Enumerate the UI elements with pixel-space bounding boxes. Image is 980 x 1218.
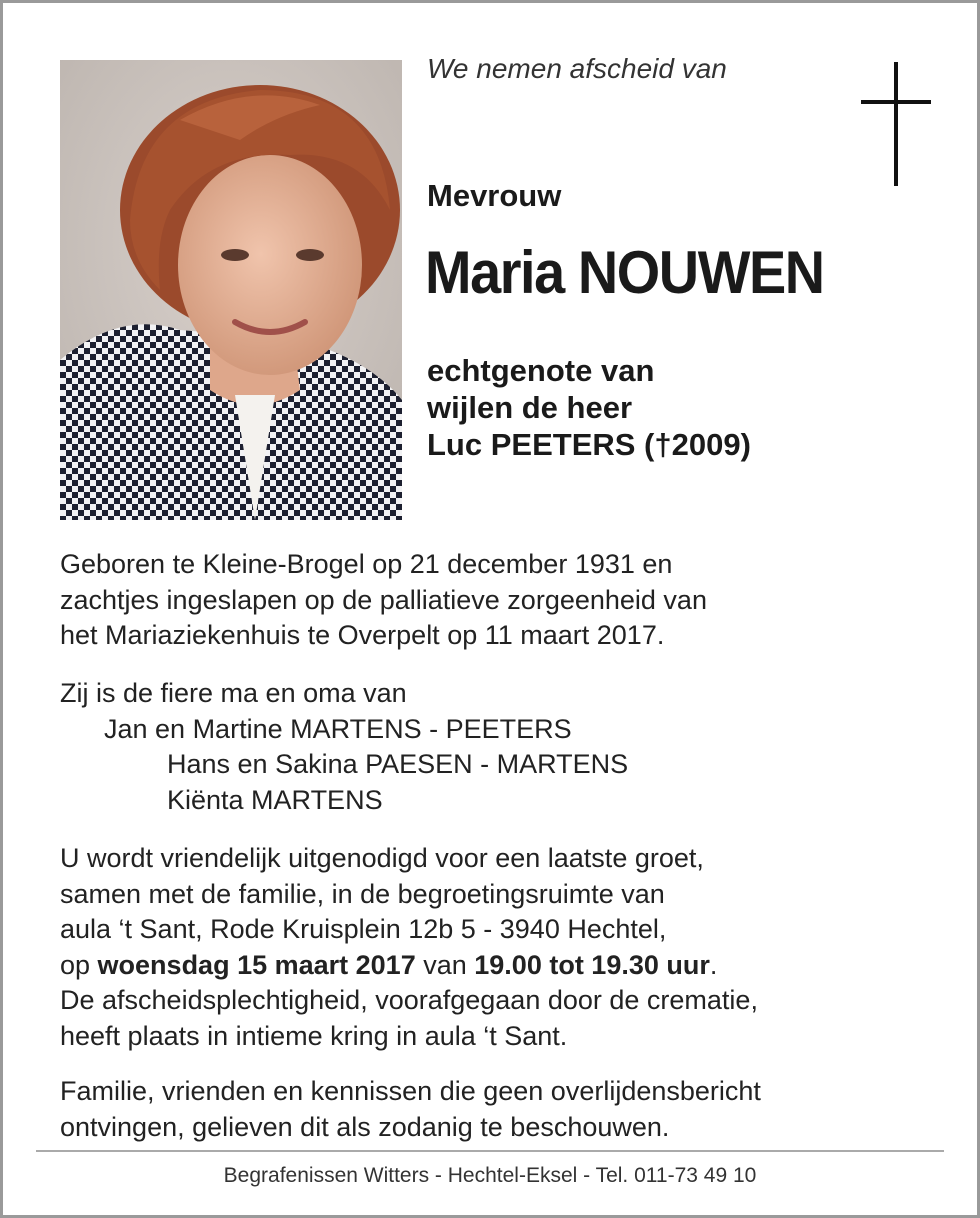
family-children: Jan en Martine MARTENS - PEETERS (104, 713, 572, 744)
paragraph-line: zachtjes ingeslapen op de palliatieve zorgeenheid van (60, 584, 707, 615)
deceased-name: Maria NOUWEN (425, 239, 824, 306)
paragraph-line: heeft plaats in intieme kring in aula ‘t Sant. (60, 1020, 568, 1051)
date-time-line (60, 948, 758, 984)
intro-text: We nemen afscheid van (427, 53, 727, 84)
ceremony-time: 19.00 tot 19.30 uur (474, 949, 710, 980)
spouse-block (427, 352, 751, 463)
paragraph-line: U wordt vriendelijk uitgenodigd voor een laatste groet, (60, 843, 704, 873)
family-paragraph (60, 676, 628, 818)
divider (36, 1150, 944, 1152)
paragraph-line: het Mariaziekenhuis te Overpelt op 11 maart 2017. (60, 620, 665, 650)
family-heading: Zij is de fiere ma en oma van (60, 678, 407, 708)
date-prefix: op (60, 949, 98, 980)
honorific: Mevrouw (427, 178, 562, 213)
time-suffix: . (709, 949, 718, 980)
paragraph-line: aula ‘t Sant, Rode Kruisplein 12b 5 - 3940 Hechtel, (60, 914, 667, 944)
paragraph-line: Familie, vrienden en kennissen die geen overlijdensbericht (60, 1076, 761, 1106)
family-grandchild: Hans en Sakina PAESEN - MARTENS (167, 749, 629, 779)
spouse-line: Luc PEETERS (†2009) (427, 427, 751, 462)
paragraph-line: De afscheidsplechtigheid, voorafgegaan door de crematie, (60, 985, 758, 1015)
birth-death-paragraph (60, 547, 707, 654)
paragraph-line: samen met de familie, in de begroetingsruimte van (60, 878, 665, 909)
portrait-photo (60, 60, 402, 520)
paragraph-line: Geboren te Kleine-Brogel op 21 december 1931 en (60, 549, 673, 579)
ceremony-date: woensdag 15 maart 2017 (97, 949, 416, 980)
time-prefix: van (415, 949, 475, 980)
family-grandchild: Kiënta MARTENS (167, 784, 383, 815)
invitation-paragraph (60, 841, 758, 1054)
paragraph-line: ontvingen, gelieven dit als zodanig te beschouwen. (60, 1111, 670, 1142)
spouse-line: wijlen de heer (427, 390, 633, 425)
closing-paragraph (60, 1074, 761, 1145)
cross-icon (858, 62, 934, 186)
funeral-home-footer: Begrafenissen Witters - Hechtel-Eksel - Tel. 011-73 49 10 (223, 1164, 757, 1187)
spouse-line: echtgenote van (427, 353, 655, 388)
